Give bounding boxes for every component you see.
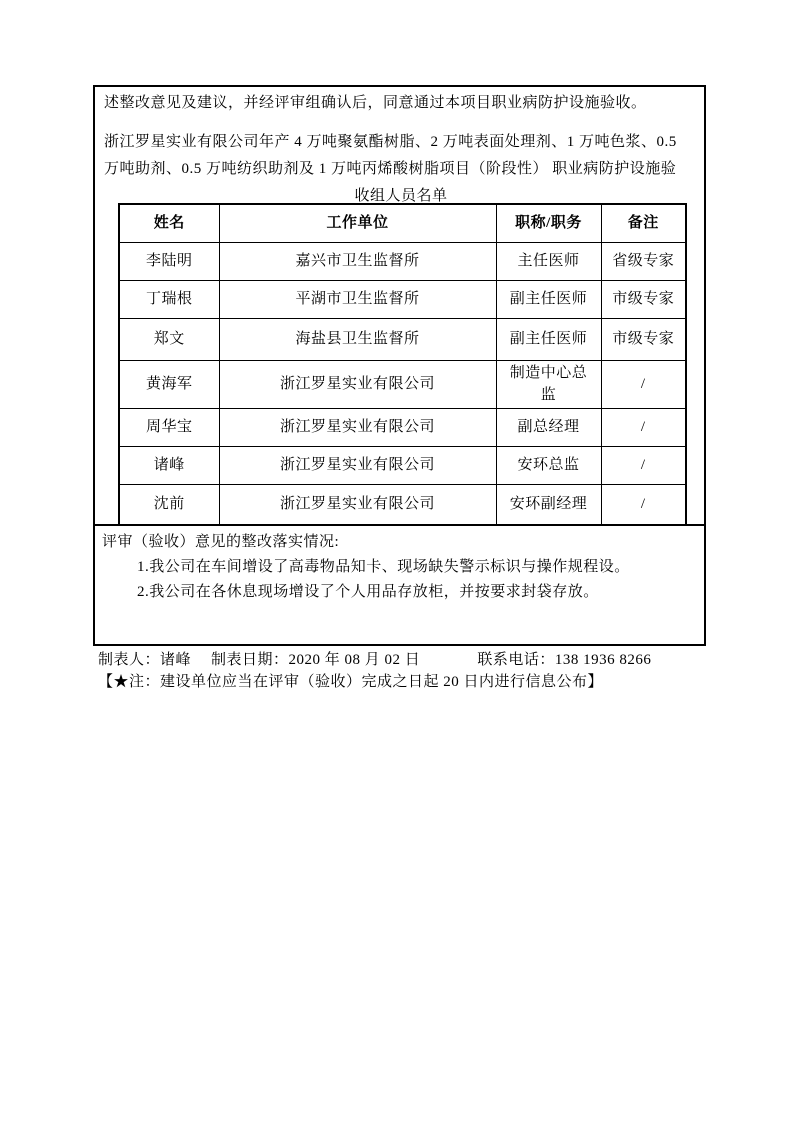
date-label: 制表日期： — [211, 652, 289, 668]
table-row — [119, 484, 686, 525]
cell-unit: 浙江罗星实业有限公司 — [219, 360, 496, 408]
header-cell-unit: 工作单位 — [219, 204, 496, 242]
footer-note: 【★注：建设单位应当在评审（验收）完成之日起 20 日内进行信息公布】 — [98, 674, 604, 690]
form-border-box — [93, 85, 706, 646]
cell-name: 周华宝 — [119, 408, 219, 446]
phone-label: 联系电话： — [477, 652, 555, 668]
cell-note: 市级专家 — [601, 318, 686, 360]
cell-unit: 嘉兴市卫生监督所 — [219, 242, 496, 280]
cell-title: 副主任医师 — [496, 318, 601, 360]
cell-title: 安环总监 — [496, 446, 601, 484]
cell-unit: 浙江罗星实业有限公司 — [219, 408, 496, 446]
section-rectification — [95, 526, 704, 644]
roster-title — [104, 129, 698, 210]
table-row — [119, 280, 686, 318]
table-row — [119, 360, 686, 408]
cell-title: 制造中心总监 — [496, 360, 601, 408]
header-cell-note: 备注 — [601, 204, 686, 242]
cell-name: 丁瑞根 — [119, 280, 219, 318]
header-cell-title: 职称/职务 — [496, 204, 601, 242]
cell-title: 主任医师 — [496, 242, 601, 280]
cell-name: 黄海军 — [119, 360, 219, 408]
cell-note: / — [601, 360, 686, 408]
table-row — [119, 408, 686, 446]
roster-title-line-3: 收组人员名单 — [354, 188, 448, 204]
cell-unit: 平湖市卫生监督所 — [219, 280, 496, 318]
preparer-value: 诸峰 — [160, 652, 192, 668]
preparer-label: 制表人： — [98, 652, 161, 668]
cell-unit: 浙江罗星实业有限公司 — [219, 446, 496, 484]
cell-note: 省级专家 — [601, 242, 686, 280]
phone-value: 138 1936 8266 — [554, 652, 652, 668]
phone-group — [477, 652, 651, 668]
cell-unit: 浙江罗星实业有限公司 — [219, 484, 496, 525]
cell-name: 李陆明 — [119, 242, 219, 280]
cell-note: / — [601, 408, 686, 446]
header-row — [119, 204, 686, 242]
section-conclusion-and-roster — [95, 87, 704, 526]
personnel-table-header — [119, 204, 686, 242]
rectification-heading: 评审（验收）意见的整改落实情况: — [102, 534, 340, 550]
table-row — [119, 446, 686, 484]
cell-unit: 海盐县卫生监督所 — [219, 318, 496, 360]
cell-title: 副总经理 — [496, 408, 601, 446]
cell-name: 郑文 — [119, 318, 219, 360]
personnel-table — [118, 203, 687, 526]
cell-note: / — [601, 446, 686, 484]
date-group — [211, 652, 420, 668]
roster-title-line-1: 浙江罗星实业有限公司年产 4 万吨聚氨酯树脂、2 万吨表面处理剂、1 万吨色浆、0.5 — [104, 134, 677, 150]
cell-title: 安环副经理 — [496, 484, 601, 525]
header-cell-name: 姓名 — [119, 204, 219, 242]
table-row — [119, 318, 686, 360]
rectification-item-2: 2.我公司在各休息现场增设了个人用品存放柜，并按要求封袋存放。 — [137, 584, 599, 600]
conclusion-paragraph: 述整改意见及建议，并经评审组确认后，同意通过本项目职业病防护设施验收。 — [104, 95, 647, 111]
rectification-item-1: 1.我公司在车间增设了高毒物品知卡、现场缺失警示标识与操作规程设。 — [137, 559, 630, 575]
cell-name: 诸峰 — [119, 446, 219, 484]
cell-note: / — [601, 484, 686, 525]
cell-name: 沈前 — [119, 484, 219, 525]
cell-title: 副主任医师 — [496, 280, 601, 318]
footer-meta-line — [98, 650, 651, 670]
roster-title-line-2: 万吨助剂、0.5 万吨纺织助剂及 1 万吨丙烯酸树脂项目（阶段性） 职业病防护设施验 — [104, 161, 677, 177]
table-row — [119, 242, 686, 280]
personnel-table-body — [119, 242, 686, 525]
cell-note: 市级专家 — [601, 280, 686, 318]
preparer-group — [98, 652, 191, 668]
date-value: 2020 年 08 月 02 日 — [288, 652, 421, 668]
